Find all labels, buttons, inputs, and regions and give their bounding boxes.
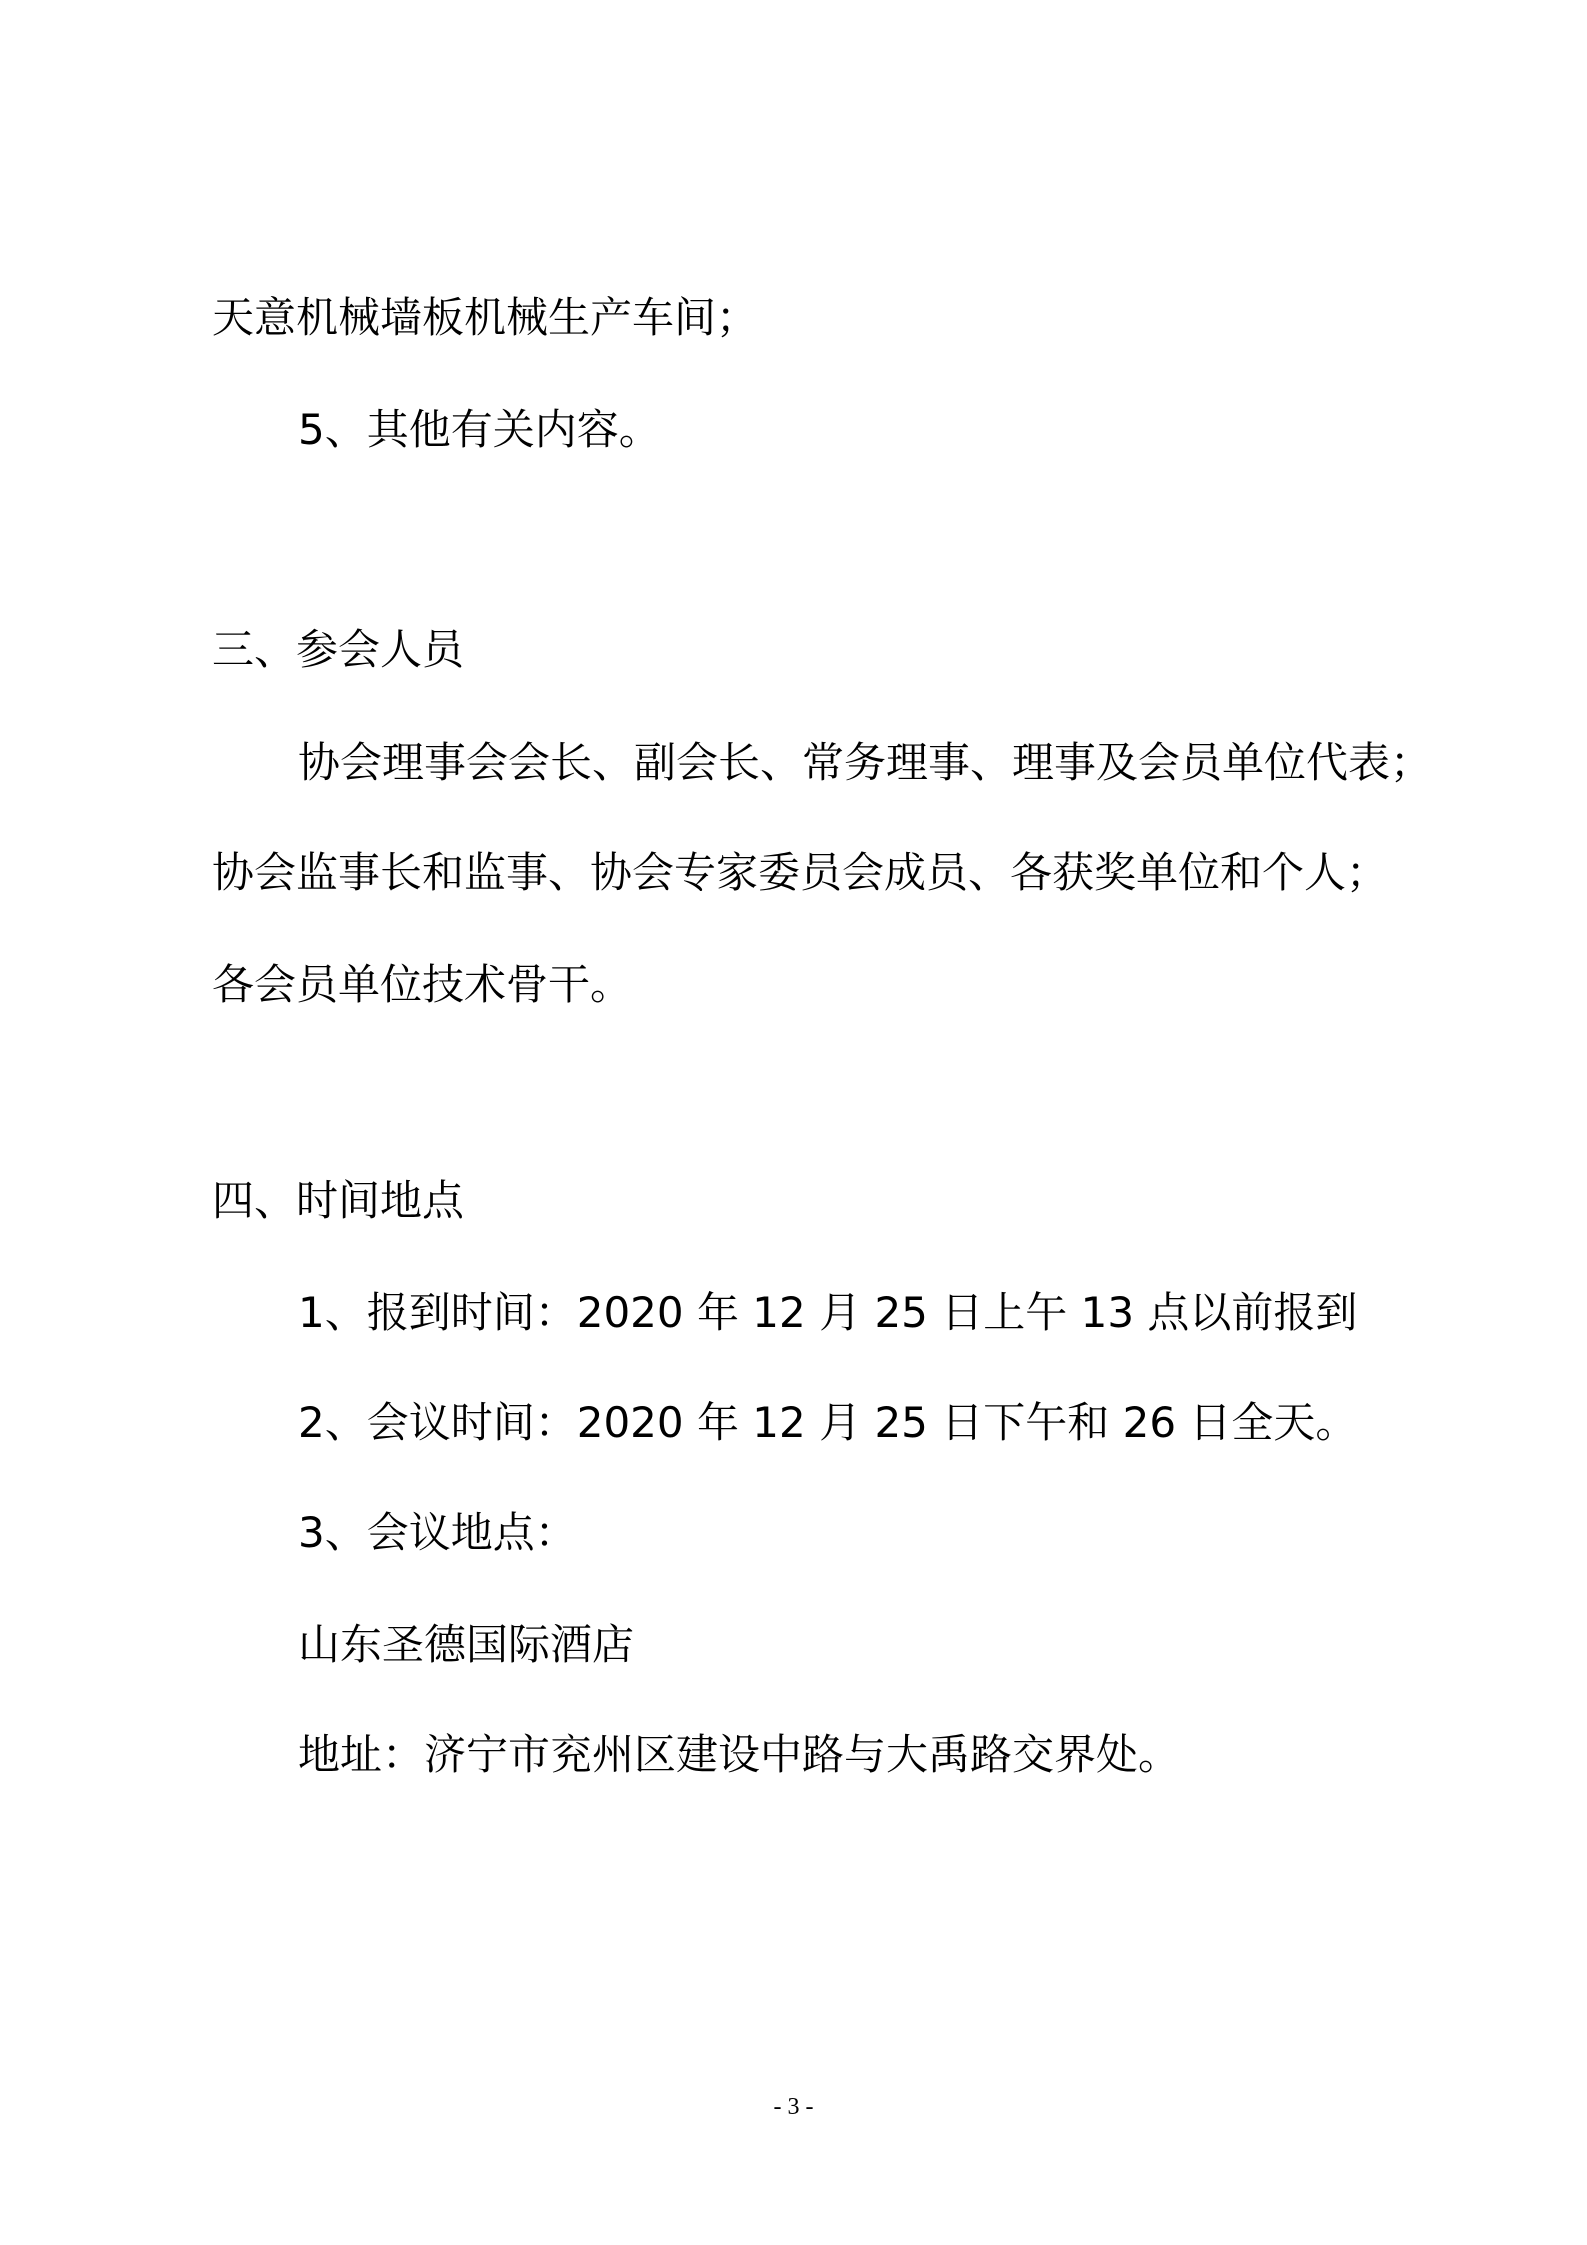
meeting-place-label: 3、会议地点： — [298, 1508, 577, 1557]
venue-name: 山东圣德国际酒店 — [298, 1620, 635, 1669]
section-heading-attendees: 三、参会人员 — [212, 625, 465, 674]
attendees-line-2: 协会监事长和监事、协会专家委员会成员、各获奖单位和个人； — [212, 848, 1389, 897]
section-heading-time-place: 四、时间地点 — [212, 1176, 465, 1225]
venue-address: 地址：济宁市兖州区建设中路与大禹路交界处。 — [298, 1730, 1181, 1779]
attendees-line-3: 各会员单位技术骨干。 — [212, 960, 633, 1009]
continuation-text: 天意机械墙板机械生产车间； — [212, 293, 759, 342]
page-number: - 3 - — [773, 2094, 814, 2120]
registration-time: 1、报到时间：2020 年 12 月 25 日上午 13 点以前报到 — [298, 1288, 1358, 1337]
attendees-line-1: 协会理事会会长、副会长、常务理事、理事及会员单位代表； — [298, 738, 1433, 787]
meeting-time: 2、会议时间：2020 年 12 月 25 日下午和 26 日全天。 — [298, 1398, 1358, 1447]
list-item-5: 5、其他有关内容。 — [298, 405, 661, 454]
